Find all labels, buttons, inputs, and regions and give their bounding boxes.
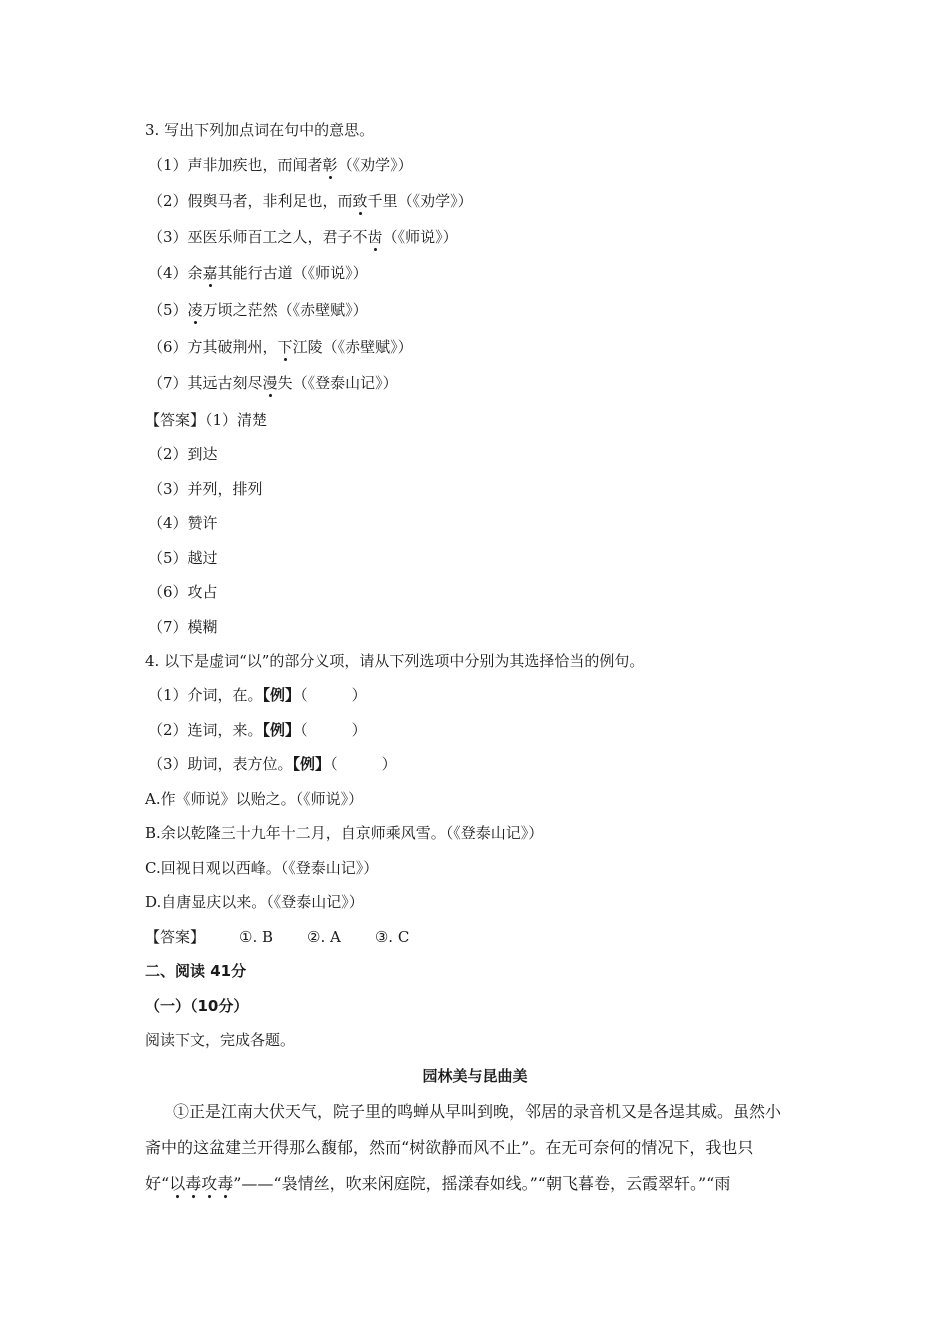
q3-answer-line xyxy=(145,410,267,430)
q3-answer-2: （2）到达 xyxy=(148,445,218,463)
dotted-word: 凌 xyxy=(187,301,203,319)
dotted-word: 毒 xyxy=(217,1174,234,1193)
answer-label: 【答案】 xyxy=(145,928,206,946)
q3-item-3: （3）巫医乐师百工之人，君子不齿（《师说》） xyxy=(148,228,458,246)
q4-option-d: D.自唐显庆以来。（《登泰山记》） xyxy=(145,893,364,911)
paragraph-line-1: ①正是江南大伏天气，院子里的鸣蝉从早叫到晚，邻居的录音机又是各逞其威。虽然小 xyxy=(173,1102,782,1121)
q3-answer-5: （5）越过 xyxy=(148,549,218,567)
q3-answer-3: （3）并列，排列 xyxy=(148,480,263,498)
q3-stem: 3. 写出下列加点词在句中的意思。 xyxy=(145,121,375,139)
dotted-word: 下 xyxy=(277,338,293,356)
q4-item-3: （3）助词，表方位。【例】（ ） xyxy=(148,755,397,773)
q4-stem: 4. 以下是虚词“以”的部分义项，请从下列选项中分别为其选择恰当的例句。 xyxy=(145,652,645,670)
q3-item-7: （7）其远古刻尽漫失（《登泰山记》） xyxy=(148,374,398,392)
q4-item-1: （1）介词，在。【例】（ ） xyxy=(148,686,367,704)
q3-item-2: （2）假舆马者，非利足也，而致千里（《劝学》） xyxy=(148,192,473,210)
dotted-word: 致 xyxy=(352,192,368,210)
answer-2: ②. A xyxy=(307,928,341,946)
article-title: 园林美与昆曲美 xyxy=(422,1067,528,1085)
answer-1: ①. B xyxy=(239,928,274,946)
q3-answer-6: （6）攻占 xyxy=(148,583,218,601)
dotted-word: 彰 xyxy=(322,156,338,174)
q3-item-5: （5）凌万顷之茫然（《赤壁赋》） xyxy=(148,301,368,319)
answer-3: ③. C xyxy=(374,928,410,946)
answer-label: 【答案】 xyxy=(145,411,206,429)
dotted-word: 嘉 xyxy=(202,264,218,282)
reading-instruction: 阅读下文，完成各题。 xyxy=(145,1031,296,1049)
q3-answer-7: （7）模糊 xyxy=(148,618,218,636)
q3-answer-4: （4）赞许 xyxy=(148,514,218,532)
q3-item-4: （4）余嘉其能行古道（《师说》） xyxy=(148,264,368,282)
section-heading: 二、阅读 41分 xyxy=(145,962,247,980)
q4-option-c: C.回视日观以西峰。（《登泰山记》） xyxy=(145,859,379,877)
q4-item-2: （2）连词，来。【例】（ ） xyxy=(148,721,367,739)
dotted-word: 漫 xyxy=(262,374,278,392)
q3-item-1: （1）声非加疾也，而闻者彰（《劝学》） xyxy=(148,156,413,174)
dotted-word: 以 xyxy=(169,1174,186,1193)
section-subheading: （一）（10分） xyxy=(145,997,249,1015)
paragraph-line-3: 好“以毒攻毒”——“袅情丝，吹来闲庭院，摇漾春如线。”“朝飞暮卷，云霞翠轩。”“雨 xyxy=(145,1174,731,1193)
q4-answer-line xyxy=(145,927,409,947)
q3-item-6: （6）方其破荆州，下江陵（《赤壁赋》） xyxy=(148,338,413,356)
answer-1: （1）清楚 xyxy=(205,411,268,429)
paragraph-line-2: 斋中的这盆建兰开得那么馥郁，然而“树欲静而风不止”。在无可奈何的情况下，我也只 xyxy=(145,1138,754,1157)
dotted-word: 毒 xyxy=(185,1174,202,1193)
q4-option-b: B.余以乾隆三十九年十二月，自京师乘风雪。（《登泰山记》） xyxy=(145,824,544,842)
dotted-word: 齿 xyxy=(367,228,383,246)
dotted-word: 攻 xyxy=(201,1174,218,1193)
q4-option-a: A.作《师说》以贻之。（《师说》） xyxy=(145,790,364,808)
